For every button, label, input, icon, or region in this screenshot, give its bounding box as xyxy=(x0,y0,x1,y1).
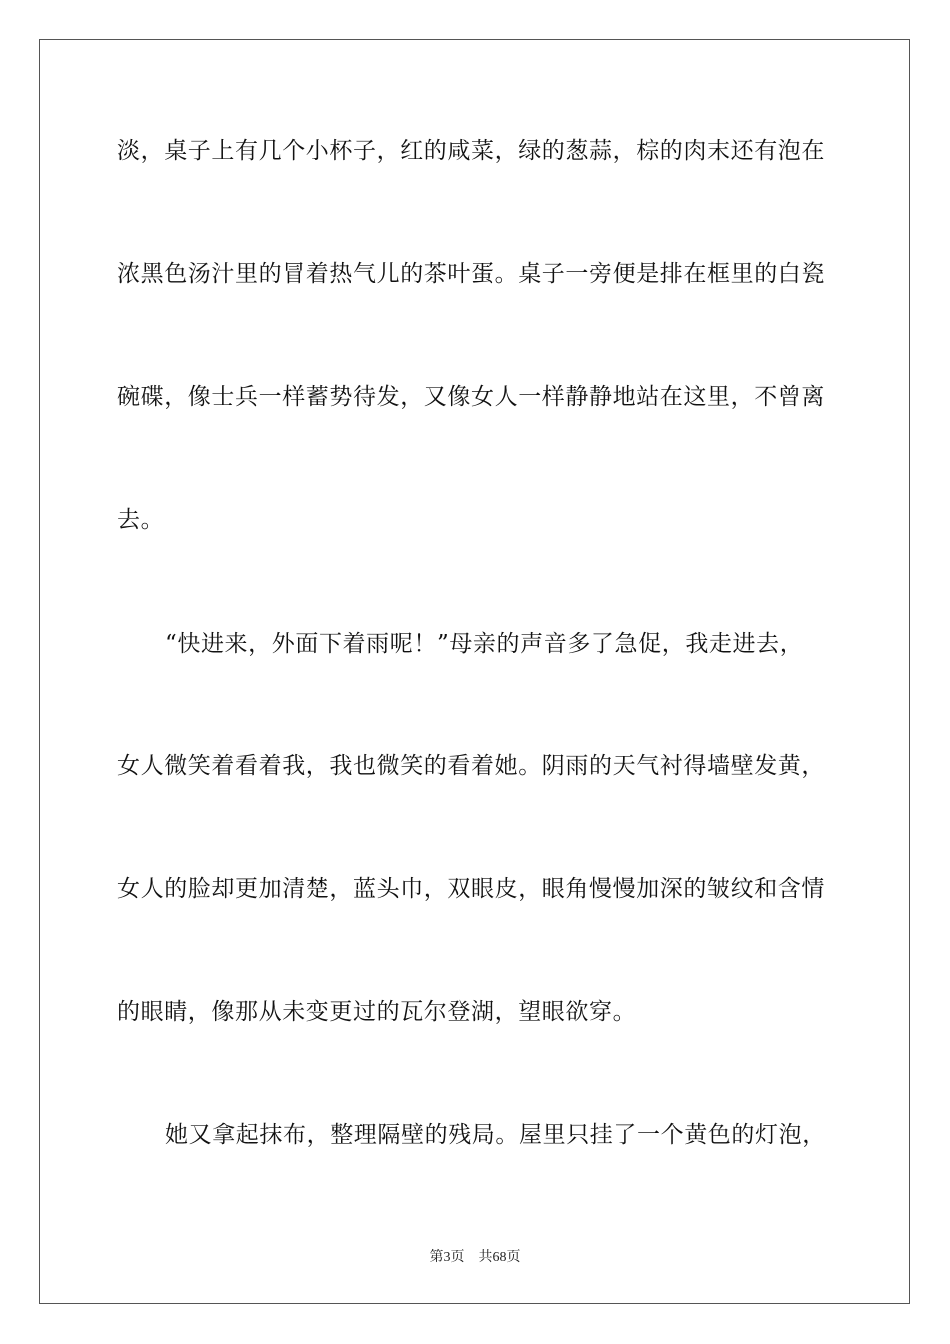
page-total: 共68页 xyxy=(478,1250,521,1265)
page-footer xyxy=(0,1246,950,1266)
text-line: 碗碟，像士兵一样蓄势待发，又像女人一样静静地站在这里，不曾离 xyxy=(117,384,825,410)
page-border xyxy=(39,39,910,1304)
text-line: 女人的脸却更加清楚，蓝头巾，双眼皮，眼角慢慢加深的皱纹和含情 xyxy=(117,876,825,902)
text-line: 浓黑色汤汁里的冒着热气儿的茶叶蛋。桌子一旁便是排在框里的白瓷 xyxy=(117,261,825,287)
page-number: 第3页 xyxy=(429,1250,465,1265)
text-line: 的眼睛，像那从未变更过的瓦尔登湖，望眼欲穿。 xyxy=(117,999,637,1025)
text-line: 淡，桌子上有几个小杯子，红的咸菜，绿的葱蒜，棕的肉末还有泡在 xyxy=(117,138,825,164)
text-line: 去。 xyxy=(117,507,165,533)
text-line: 女人微笑着看着我，我也微笑的看着她。阴雨的天气衬得墙壁发黄， xyxy=(117,753,825,779)
text-line: “快进来，外面下着雨呢！”母亲的声音多了急促，我走进去， xyxy=(165,631,804,657)
text-line: 她又拿起抹布，整理隔壁的残局。屋里只挂了一个黄色的灯泡， xyxy=(165,1122,826,1148)
